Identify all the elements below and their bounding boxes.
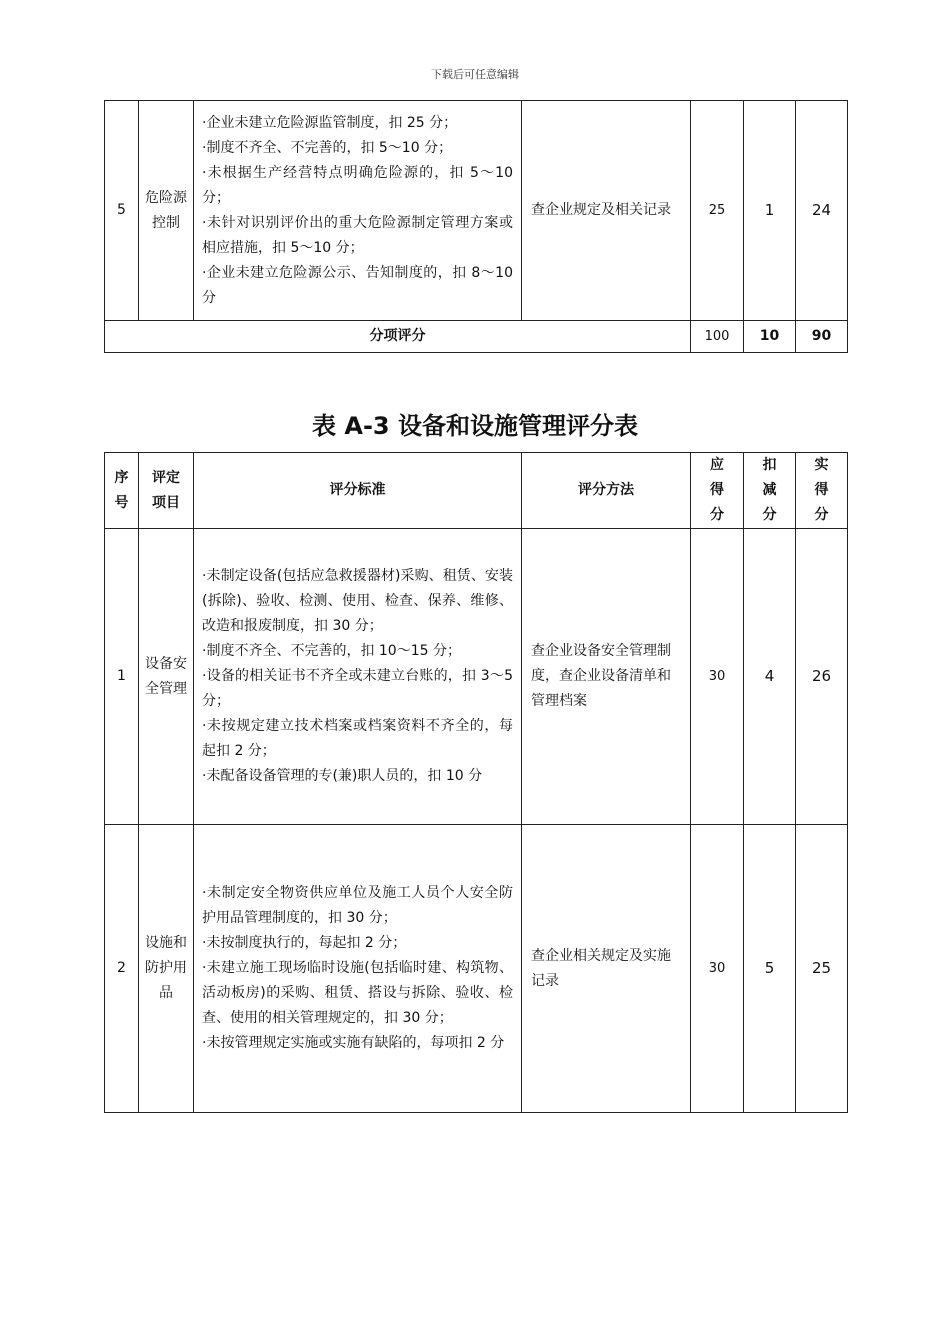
header-no: 序号: [105, 453, 139, 529]
row-criteria: [194, 529, 522, 825]
header-method: 评分方法: [522, 453, 691, 529]
table-title: 表 A-3 设备和设施管理评分表: [312, 412, 638, 440]
row-should-score: 30: [691, 825, 744, 1113]
header-should: 应得分: [691, 453, 744, 529]
criteria-line: ·制度不齐全、不完善的，扣 10～15 分；: [202, 643, 461, 659]
score-table-a2-continued: [104, 100, 848, 353]
table-header-row: [105, 453, 848, 529]
header-actual: 实得分: [796, 453, 848, 529]
criteria-line: ·未按管理规定实施或实施有缺陷的，每项扣 2 分: [202, 1035, 505, 1051]
subtotal-row: [105, 321, 848, 353]
row-should-score: 30: [691, 529, 744, 825]
header-deduct: 扣减分: [744, 453, 796, 529]
subtotal-should: 100: [691, 321, 744, 353]
row-deduct-score: 5: [744, 825, 796, 1113]
criteria-line: ·未针对识别评价出的重大危险源制定管理方案或相应措施，扣 5～10 分；: [202, 214, 513, 256]
header-criteria: 评分标准: [194, 453, 522, 529]
row-item: 设备安全管理: [139, 529, 194, 825]
subtotal-label: 分项评分: [105, 321, 691, 353]
row-number: 1: [105, 529, 139, 825]
row-deduct-score: 4: [744, 529, 796, 825]
subtotal-deduct: 10: [744, 321, 796, 353]
row-number: 2: [105, 825, 139, 1113]
criteria-line: ·企业未建立危险源监管制度，扣 25 分；: [202, 114, 458, 131]
table-row: [105, 101, 848, 321]
criteria-line: ·企业未建立危险源公示、告知制度的，扣 8～10 分: [202, 264, 513, 306]
row-criteria: [194, 101, 522, 321]
table-row: [105, 529, 848, 825]
criteria-line: ·未按制度执行的，每起扣 2 分；: [202, 935, 407, 951]
row-number: 5: [105, 101, 139, 321]
row-actual-score: 24: [796, 101, 848, 321]
criteria-line: ·未配备设备管理的专(兼)职人员的，扣 10 分: [202, 768, 483, 784]
row-should-score: 25: [691, 101, 744, 321]
criteria-line: ·未制定安全物资供应单位及施工人员个人安全防护用品管理制度的，扣 30 分；: [202, 885, 513, 926]
row-item: 危险源控制: [139, 101, 194, 321]
criteria-line: ·未制定设备(包括应急救援器材)采购、租赁、安装(拆除)、验收、检测、使用、检查、保养、维修、改造和报废制度，扣 30 分；: [202, 568, 513, 634]
page-header-note: 下载后可任意编辑: [431, 68, 519, 81]
row-method: 查企业设备安全管理制度，查企业设备清单和管理档案: [522, 529, 691, 825]
row-method: 查企业规定及相关记录: [522, 101, 691, 321]
criteria-line: ·未根据生产经营特点明确危险源的，扣 5～10 分；: [202, 164, 513, 206]
criteria-line: ·未按规定建立技术档案或档案资料不齐全的，每起扣 2 分；: [202, 718, 513, 759]
criteria-line: ·制度不齐全、不完善的，扣 5～10 分；: [202, 139, 453, 156]
header-item: 评定项目: [139, 453, 194, 529]
row-method: 查企业相关规定及实施记录: [522, 825, 691, 1113]
criteria-line: ·未建立施工现场临时设施(包括临时建、构筑物、活动板房)的采购、租赁、搭设与拆除、验收、检查、使用的相关管理规定的，扣 30 分；: [202, 960, 513, 1026]
table-row: [105, 825, 848, 1113]
row-actual-score: 26: [796, 529, 848, 825]
criteria-line: ·设备的相关证书不齐全或未建立台账的，扣 3～5 分；: [202, 668, 513, 709]
subtotal-actual: 90: [796, 321, 848, 353]
row-deduct-score: 1: [744, 101, 796, 321]
score-table-a3: [104, 452, 848, 1113]
row-item: 设施和防护用品: [139, 825, 194, 1113]
row-actual-score: 25: [796, 825, 848, 1113]
row-criteria: [194, 825, 522, 1113]
